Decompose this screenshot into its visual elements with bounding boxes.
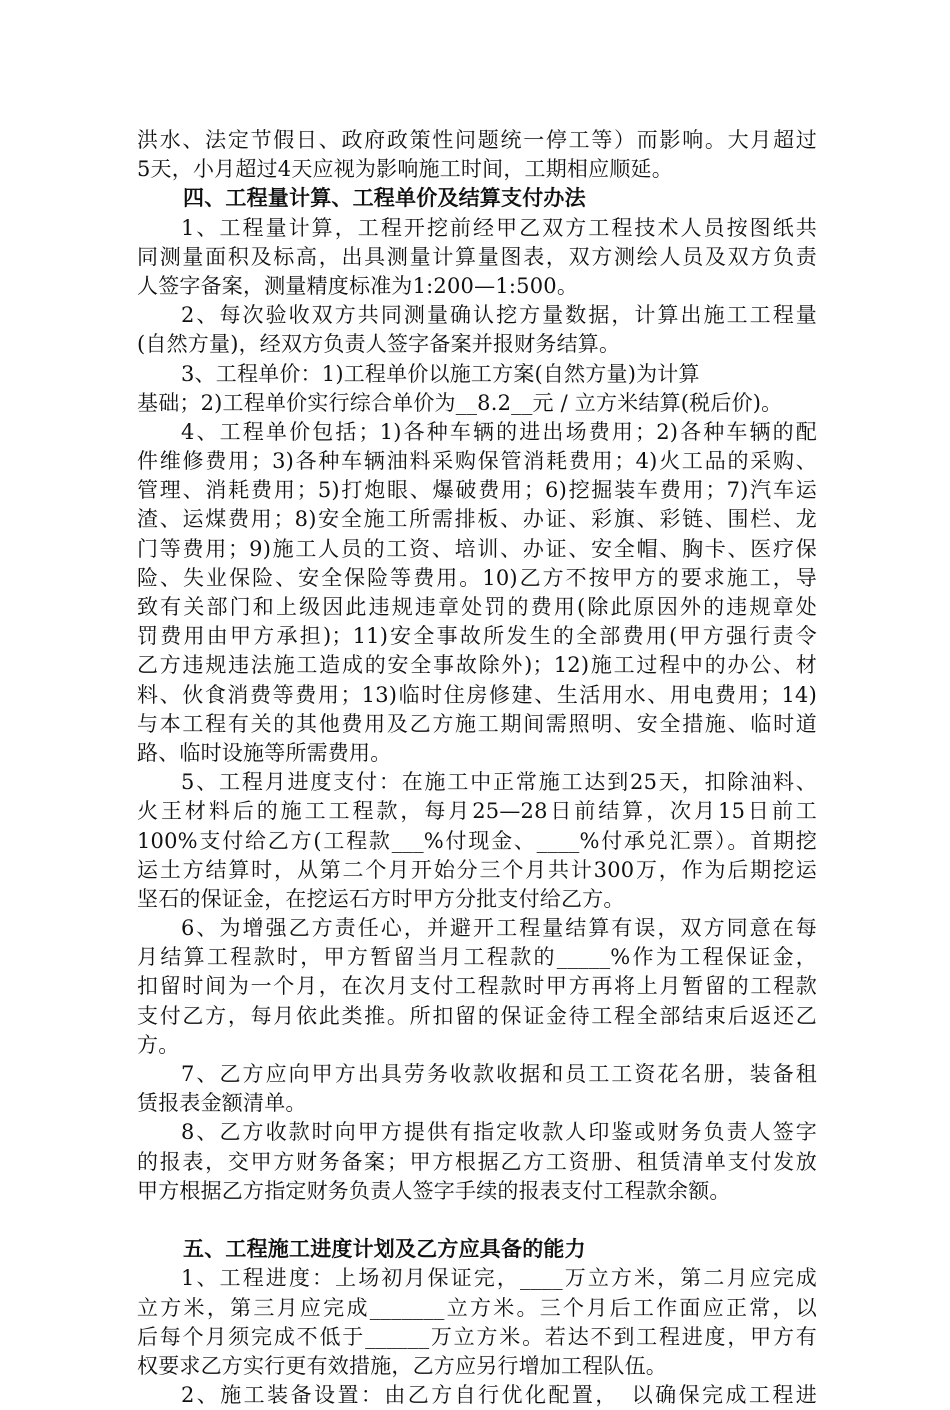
paragraph-last-line: 权要求乙方实行更有效措施，乙方应另行增加工程队伍。 (137, 1353, 667, 1378)
contract-text-body (137, 126, 817, 1410)
paragraph-first-line: 1、工程量计算，工程开挖前经甲乙双方工程技术人员按图纸共 (181, 215, 817, 240)
paragraph-line: 乙方违规违法施工造成的安全事故除外)；12)施工过程中的办公、材 (137, 653, 817, 678)
paragraph-last-line: 路、临时设施等所需费用。 (137, 740, 392, 765)
blank-line (137, 1206, 817, 1235)
section-heading: 四、工程量计算、工程单价及结算支付办法 (183, 186, 586, 211)
paragraph-first-line: 3、工程单价：1)工程单价以施工方案(自然方量)为计算 (181, 361, 700, 386)
paragraph-first-line: 6、为增强乙方责任心，并避开工程量结算有误，双方同意在每 (181, 916, 817, 941)
paragraph-last-line: 方。 (137, 1032, 180, 1057)
paragraph-last-line: 基础；2)工程单价实行综合单价为__8.2__元 / 立方米结算(税后价)。 (137, 390, 783, 415)
paragraph-line: 罚费用由甲方承担)；11)安全事故所发生的全部费用(甲方强行责令 (137, 624, 817, 649)
paragraph-line: 的报表，交甲方财务备案；甲方根据乙方工资册、租赁清单支付发放 (137, 1149, 817, 1174)
paragraph-last-line: 人签字备案，测量精度标准为1:200—1:500。 (137, 273, 579, 298)
paragraph-line: 险、失业保险、安全保险等费用。10)乙方不按甲方的要求施工，导 (137, 565, 817, 590)
paragraph-line: 同测量面积及标高，出具测量计算量图表，双方测绘人员及双方负责 (137, 244, 817, 269)
paragraph-last-line: 坚石的保证金，在挖运石方时甲方分批支付给乙方。 (137, 886, 625, 911)
paragraph-first-line: 1、工程进度：上场初月保证完，____万立方米，第二月应完成 (181, 1266, 817, 1291)
paragraph-line: 致有关部门和上级因此违规违章处罚的费用(除此原因外的违规章处 (137, 595, 817, 619)
paragraph-line: 管理、消耗费用；5)打炮眼、爆破费用；6)挖掘装车费用；7)汽车运 (137, 478, 817, 503)
paragraph-line: 洪水、法定节假日、政府政策性问题统一停工等）而影响。大月超过 (137, 128, 817, 152)
paragraph-line: 与本工程有关的其他费用及乙方施工期间需照明、安全措施、临时道 (137, 711, 817, 736)
paragraph-first-line: 2、施工装备设置：由乙方自行优化配置， 以确保完成工程进 (181, 1383, 817, 1408)
paragraph-line: 支付乙方，每月依此类推。所扣留的保证金待工程全部结束后返还乙 (137, 1003, 817, 1028)
paragraph-line: 100%支付给乙方(工程款___%付现金、____%付承兑汇票）。首期挖 (137, 828, 817, 853)
section-heading: 五、工程施工进度计划及乙方应具备的能力 (183, 1237, 586, 1262)
paragraph-line: 渣、运煤费用；8)安全施工所需排板、办证、彩旗、彩链、围栏、龙 (137, 507, 817, 532)
paragraph-line: 料、伙食消费等费用；13)临时住房修建、生活用水、用电费用；14) (137, 682, 817, 707)
paragraph-line: 门等费用；9)施工人员的工资、培训、办证、安全帽、胸卡、医疗保 (137, 536, 817, 561)
paragraph-line: 立方米，第三月应完成_______立方米。三个月后工作面应正常，以 (137, 1295, 817, 1320)
paragraph-first-line: 4、工程单价包括；1)各种车辆的进出场费用；2)各种车辆的配 (181, 419, 817, 444)
paragraph-line: 件维修费用；3)各种车辆油料采购保管消耗费用；4)火工品的采购、 (137, 449, 817, 474)
paragraph-last-line: 5天，小月超过4天应视为影响施工时间，工期相应顺延。 (137, 157, 673, 182)
paragraph-first-line: 7、乙方应向甲方出具劳务收款收据和员工工资花名册，装备租 (181, 1062, 817, 1086)
paragraph-last-line: (自然方量)，经双方负责人签字备案并报财务结算。 (137, 332, 621, 357)
paragraph-line: 扣留时间为一个月，在次月支付工程款时甲方再将上月暂留的工程款 (137, 974, 817, 999)
paragraph-line: 火王材料后的施工工程款，每月25—28日前结算，次月15日前工 (137, 799, 817, 824)
paragraph-line: 月结算工程款时，甲方暂留当月工程款的_____%作为工程保证金， (137, 945, 817, 970)
paragraph-first-line: 2、每次验收双方共同测量确认挖方量数据，计算出施工工程量 (181, 303, 817, 328)
paragraph-line: 运土方结算时，从第二个月开始分三个月共计300万，作为后期挖运 (137, 857, 817, 882)
paragraph-first-line: 8、乙方收款时向甲方提供有指定收款人印鉴或财务负责人签字 (181, 1120, 817, 1145)
paragraph-first-line: 5、工程月进度支付：在施工中正常施工达到25天，扣除油料、 (181, 770, 817, 795)
paragraph-line: 后每个月须完成不低于______万立方米。若达不到工程进度，甲方有 (137, 1324, 817, 1349)
paragraph-last-line: 赁报表金额清单。 (137, 1091, 307, 1116)
paragraph-last-line: 甲方根据乙方指定财务负责人签字手续的报表支付工程款余额。 (137, 1178, 731, 1203)
